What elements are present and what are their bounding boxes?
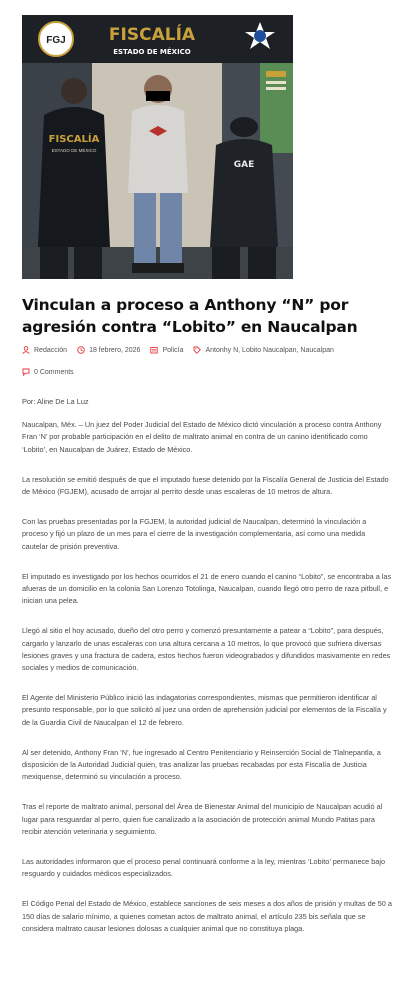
article-byline: Por: Aline De La Luz (22, 397, 89, 406)
article-title: Vinculan a proceso a Anthony “N” por agresión contra “Lobito” en Naucalpan (22, 296, 358, 336)
vest-left-sub: ESTADO DE MÉXICO (51, 148, 97, 153)
article-paragraph: Al ser detenido, Anthony Fran ‘N’, fue ingresado al Centro Penitenciario y Reinserción Social de Tlalnepantla, a disposición de la Autoridad Judicial quien, tras analizar las pruebas recabadas por esta Fiscalía de Justicia mexiquense, determinó su vinculación a proceso. (22, 747, 381, 782)
fgj-logo-text: FGJ (46, 35, 66, 46)
article-paragraph: La resolución se emitió después de que el imputado fuese detenido por la Fiscalía General de Justicia del Estado de México (FGJEM), acusado de arrojar al perrito desde unas escaleras de 10 metros de altura. (22, 474, 389, 497)
article-paragraph: Las autoridades informaron que el proceso penal continuará conforme a la ley, mientras ‘Lobito’ permanece bajo resguardo y cuidados médicos especializados. (22, 857, 386, 879)
meta-tags-label[interactable]: Antonhy N, Lobito Naucalpan, Naucalpan (205, 346, 334, 354)
tag-icon (193, 346, 201, 354)
vest-left-text: FISCALÍA (48, 134, 100, 145)
meta-category-label[interactable]: Policía (162, 346, 184, 354)
article-body (22, 396, 392, 935)
hero-brand-title: FISCALÍA (108, 25, 196, 45)
article-paragraph: El imputado es investigado por los hechos ocurridos el 21 de enero cuando el canino “Lobito”, se encontraba a las afueras de un domicilio en la colonia San Lorenzo Totolinga, Naucalpan, cuando llegó otro perro de raza pitbull, e inician una pelea. (22, 571, 392, 606)
article-paragraph: Llegó al sitio el hoy acusado, dueño del otro perro y comenzó presuntamente a patear a “Lobito”, para después, cargarlo y lanzarlo de unas escaleras con una altura cercana a 10 metros, lo que provocó que sufriera diversas lesiones graves y una fractura de cadera, estos hechos fueron videograbados y difundidos masivamente en redes sociales y medios de comunicación. (22, 626, 391, 673)
meta-date (77, 346, 140, 354)
meta-category[interactable] (150, 346, 183, 354)
meta-author-label[interactable]: Redacción (34, 346, 68, 354)
article-meta (22, 346, 402, 354)
article-paragraph: Naucalpan, Méx. – Un juez del Poder Judicial del Estado de México dictó vinculación a proceso contra Anthony Fran ‘N’ por probable participación en el delito de maltrato animal en contra de un canino identificado como ‘Lobito’, en Naucalpan de Juárez, Estado de México. (22, 420, 382, 454)
article-paragraph: Tras el reporte de maltrato animal, personal del Área de Bienestar Animal del municipio de Naucalpan acudió al lugar para resguardar al perro, quien fue canalizado a la asociación de protección animal Mundo Patitas para recibir atención veterinaria y seguimiento. (22, 802, 383, 836)
hero-image (22, 15, 293, 279)
folder-icon (150, 346, 158, 354)
meta-author[interactable] (22, 346, 67, 354)
hero-photo (22, 15, 293, 279)
user-icon (22, 346, 30, 354)
clock-icon (77, 346, 85, 354)
meta-comments[interactable] (22, 368, 74, 376)
meta-comments-label[interactable]: 0 Comments (34, 368, 74, 376)
vest-right-text: GAE (233, 160, 255, 170)
article-paragraph: El Código Penal del Estado de México, establece sanciones de seis meses a dos años de prisión y multas de 50 a 150 días de salario mínimo, a quienes cometan actos de maltrato animal, el artículo 235 bis señala que se considera maltrato causar lesiones dolosas a cualquier animal que no constituya plaga. (22, 899, 392, 933)
article-paragraph: Con las pruebas presentadas por la FGJEM, la autoridad judicial de Naucalpan, determinó la vinculación a proceso y fijó un plazo de un mes para el cierre de la investigación complementaria, así como una medida cautelar de prisión preventiva. (22, 517, 367, 551)
article-paragraph: El Agente del Ministerio Público inició las indagatorias correspondientes, mismas que permitieron identificar al presunto responsable, por lo que solicitó al juez una orden de aprehensión judicial por elementos de la Fiscalía y de la Guardia Civil de Naucalpan el 12 de febrero. (22, 693, 387, 727)
meta-date-label: 18 febrero, 2026 (89, 346, 141, 354)
meta-tags[interactable] (193, 346, 333, 354)
hero-brand-subtitle: ESTADO DE MÉXICO (113, 48, 191, 56)
comment-icon (22, 368, 30, 376)
